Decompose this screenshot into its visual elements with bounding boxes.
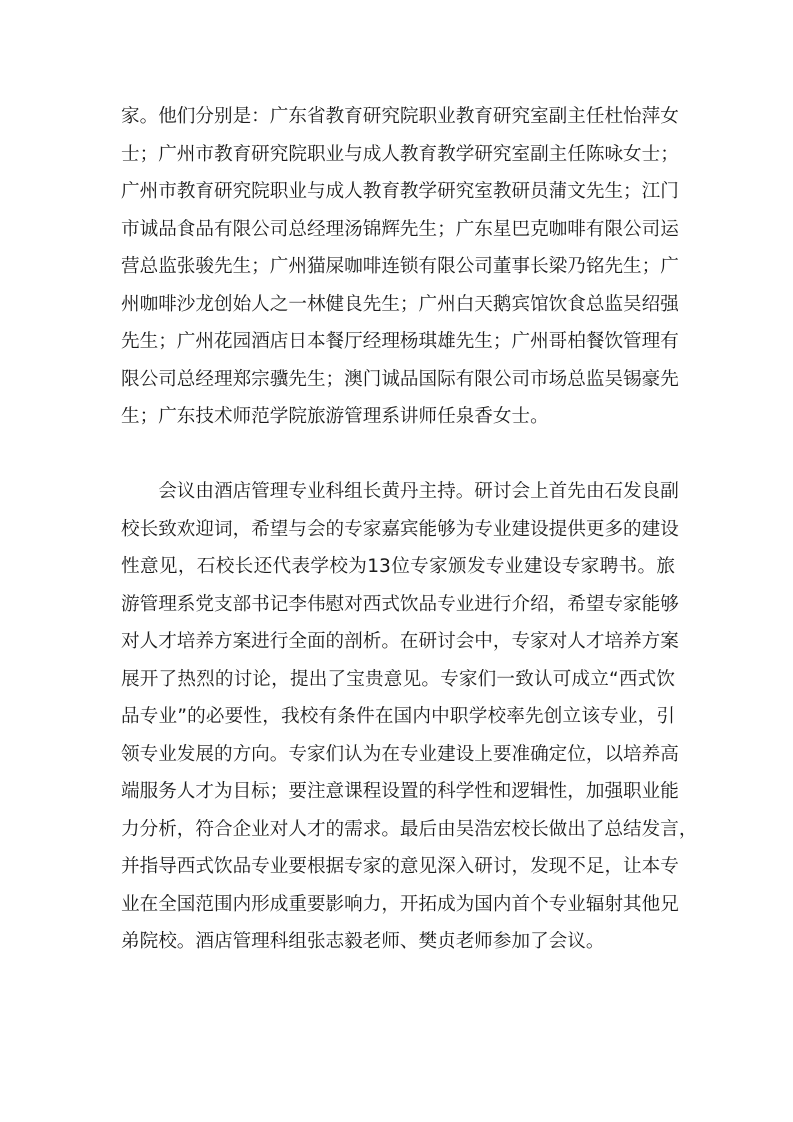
text-line: 生；广东技术师范学院旅游管理系讲师任泉香女士。 bbox=[121, 406, 549, 427]
paragraph-expert-list bbox=[121, 98, 679, 436]
text-line: 限公司总经理郑宗骥先生；澳门诚品国际有限公司市场总监吴锡豪先 bbox=[121, 368, 679, 390]
text-line: 会议由酒店管理专业科组长黄丹主持。研讨会上首先由石发良副 bbox=[121, 481, 679, 502]
text-line: 州咖啡沙龙创始人之一林健良先生；广州白天鹅宾馆饮食总监吴绍强 bbox=[121, 293, 679, 315]
text-line: 营总监张骏先生；广州猫屎咖啡连锁有限公司董事长梁乃铭先生；广 bbox=[121, 256, 679, 277]
text-line: 端服务人才为目标；要注意课程设置的科学性和逻辑性，加强职业能 bbox=[121, 781, 679, 802]
paragraph-meeting-summary bbox=[121, 473, 698, 961]
text-line: 领专业发展的方向。专家们认为在专业建设上要准确定位，以培养高 bbox=[121, 743, 679, 765]
text-line: 对人才培养方案进行全面的剖析。在研讨会中，专家对人才培养方案 bbox=[121, 631, 679, 652]
text-line: 游管理系党支部书记李伟慰对西式饮品专业进行介绍，希望专家能够 bbox=[121, 593, 679, 615]
text-line: 性意见，石校长还代表学校为13位专家颁发专业建设专家聘书。旅 bbox=[121, 556, 675, 577]
text-line: 士；广州市教育研究院职业与成人教育教学研究室副主任陈咏女士； bbox=[121, 143, 679, 165]
text-line: 广州市教育研究院职业与成人教育教学研究室教研员蒲文先生；江门 bbox=[121, 181, 679, 202]
text-line: 市诚品食品有限公司总经理汤锦辉先生；广东星巴克咖啡有限公司运 bbox=[121, 218, 679, 240]
text-line: 展开了热烈的讨论，提出了宝贵意见。专家们一致认可成立“西式饮 bbox=[121, 668, 675, 690]
text-line: 品专业”的必要性，我校有条件在国内中职学校率先创立该专业，引 bbox=[121, 706, 675, 727]
text-line: 家。他们分别是：广东省教育研究院职业教育研究室副主任杜怡萍女 bbox=[121, 106, 679, 127]
text-line: 并指导西式饮品专业要根据专家的意见深入研讨，发现不足，让本专 bbox=[121, 856, 679, 877]
text-line: 校长致欢迎词，希望与会的专家嘉宾能够为专业建设提供更多的建设 bbox=[121, 518, 679, 540]
text-line: 先生；广州花园酒店日本餐厅经理杨琪雄先生；广州哥柏餐饮管理有 bbox=[121, 331, 679, 352]
text-line: 力分析，符合企业对人才的需求。最后由吴浩宏校长做出了总结发言， bbox=[121, 818, 698, 840]
text-line: 弟院校。酒店管理科组张志毅老师、樊贞老师参加了会议。 bbox=[121, 931, 605, 952]
text-line: 业在全国范围内形成重要影响力，开拓成为国内首个专业辐射其他兄 bbox=[121, 893, 679, 915]
